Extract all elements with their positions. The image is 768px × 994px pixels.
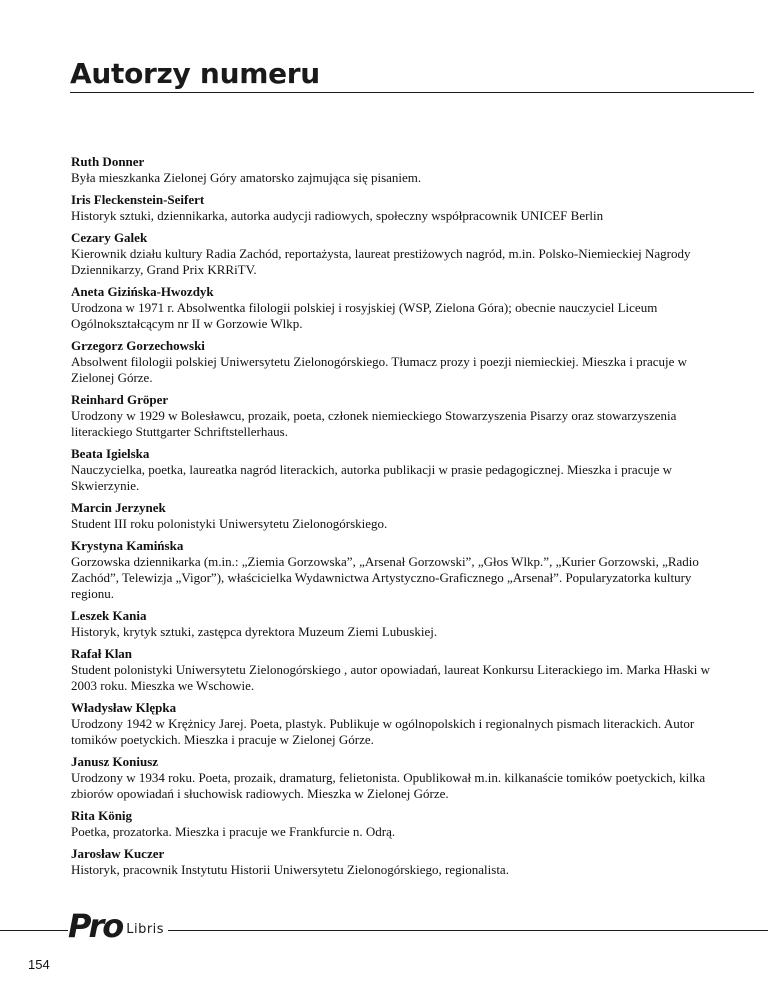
author-bio: Urodzony 1942 w Krężnicy Jarej. Poeta, plastyk. Publikuje w ogólnopolskich i regionalnych pismach literackich. Autor tomików poetyckich. Mieszka i pracuje w Zielonej Górze.: [71, 716, 695, 747]
author-bio: Gorzowska dziennikarka (m.in.: „Ziemia Gorzowska”, „Arsenał Gorzowski”, „Głos Wlkp.”, „Kurier Gorzowski, „Radio Zachód”, Telewizja „Vigor”), właścicielka Wydawnictwa Artystyczno-Graficznego „Arsenał”. Popularyzatorka kultury regionu.: [71, 554, 699, 601]
author-entry: [71, 154, 721, 186]
author-entry: [71, 700, 721, 748]
author-entry: [71, 646, 721, 694]
author-name: Władysław Klępka: [71, 700, 177, 715]
author-bio: Student polonistyki Uniwersytetu Zielonogórskiego , autor opowiadań, laureat Konkursu Literackiego im. Marka Hłaski w 2003 roku. Mieszka we Wschowie.: [71, 662, 711, 693]
author-name: Janusz Koniusz: [71, 754, 159, 769]
author-bio: Kierownik działu kultury Radia Zachód, reportażysta, laureat prestiżowych nagród, m.in. Polsko-Niemieckiej Nagrody Dziennikarzy, Grand Prix KRRiTV.: [71, 246, 691, 277]
author-name: Beata Igielska: [71, 446, 150, 461]
prolibris-logo: [68, 907, 168, 943]
author-bio: Student III roku polonistyki Uniwersytetu Zielonogórskiego.: [71, 516, 388, 531]
author-bio: Urodzony w 1934 roku. Poeta, prozaik, dramaturg, felietonista. Opublikował m.in. kilkanaście tomików poetyckich, kilka zbiorów opowiadań i słuchowisk radiowych. Mieszka w Zielonej Górze.: [71, 770, 706, 801]
author-entry: [71, 538, 721, 602]
author-entry: [71, 230, 721, 278]
author-name: Aneta Gizińska-Hwozdyk: [71, 284, 214, 299]
author-bio: Nauczycielka, poetka, laureatka nagród literackich, autorka publikacji w prasie pedagogicznej. Mieszka i pracuje w Skwierzynie.: [71, 462, 672, 493]
author-bio: Urodzony w 1929 w Bolesławcu, prozaik, poeta, członek niemieckiego Stowarzyszenia Pisarzy oraz stowarzyszenia literackiego Stuttgarter Schriftstellerhaus.: [71, 408, 677, 439]
author-name: Cezary Galek: [71, 230, 148, 245]
author-entry: [71, 446, 721, 494]
page-header: [70, 58, 754, 93]
author-name: Ruth Donner: [71, 154, 145, 169]
author-name: Iris Fleckenstein-Seifert: [71, 192, 205, 207]
author-name: Rita König: [71, 808, 133, 823]
page-number: 154: [28, 957, 50, 972]
author-entry: [71, 284, 721, 332]
author-name: Leszek Kania: [71, 608, 147, 623]
author-name: Marcin Jerzynek: [71, 500, 166, 515]
author-name: Reinhard Gröper: [71, 392, 169, 407]
author-name: Krystyna Kamińska: [71, 538, 184, 553]
author-bio: Historyk sztuki, dziennikarka, autorka audycji radiowych, społeczny współpracownik UNICEF Berlin: [71, 208, 604, 223]
logo-wordmark-pro: Pro: [68, 907, 123, 945]
authors-list: [71, 154, 721, 884]
author-name: Grzegorz Gorzechowski: [71, 338, 205, 353]
logo-wordmark-libris: Libris: [126, 922, 165, 937]
author-bio: Urodzona w 1971 r. Absolwentka filologii polskiej i rosyjskiej (WSP, Zielona Góra); obecnie nauczyciel Liceum Ogólnokształcącym nr II w Gorzowie Wlkp.: [71, 300, 658, 331]
author-name: Jarosław Kuczer: [71, 846, 165, 861]
author-entry: [71, 338, 721, 386]
author-bio: Absolwent filologii polskiej Uniwersytetu Zielonogórskiego. Tłumacz prozy i poezji niemieckiej. Mieszka i pracuje w Zielonej Górze.: [71, 354, 688, 385]
author-entry: [71, 808, 721, 840]
author-bio: Historyk, krytyk sztuki, zastępca dyrektora Muzeum Ziemi Lubuskiej.: [71, 624, 438, 639]
page-title: Autorzy numeru: [70, 57, 320, 90]
author-name: Rafał Klan: [71, 646, 133, 661]
author-bio: Była mieszkanka Zielonej Góry amatorsko zajmująca się pisaniem.: [71, 170, 422, 185]
author-entry: [71, 192, 721, 224]
author-bio: Historyk, pracownik Instytutu Historii Uniwersytetu Zielonogórskiego, regionalista.: [71, 862, 509, 877]
author-entry: [71, 608, 721, 640]
author-entry: [71, 392, 721, 440]
author-entry: [71, 846, 721, 878]
author-entry: [71, 754, 721, 802]
author-entry: [71, 500, 721, 532]
author-bio: Poetka, prozatorka. Mieszka i pracuje we Frankfurcie n. Odrą.: [71, 824, 396, 839]
